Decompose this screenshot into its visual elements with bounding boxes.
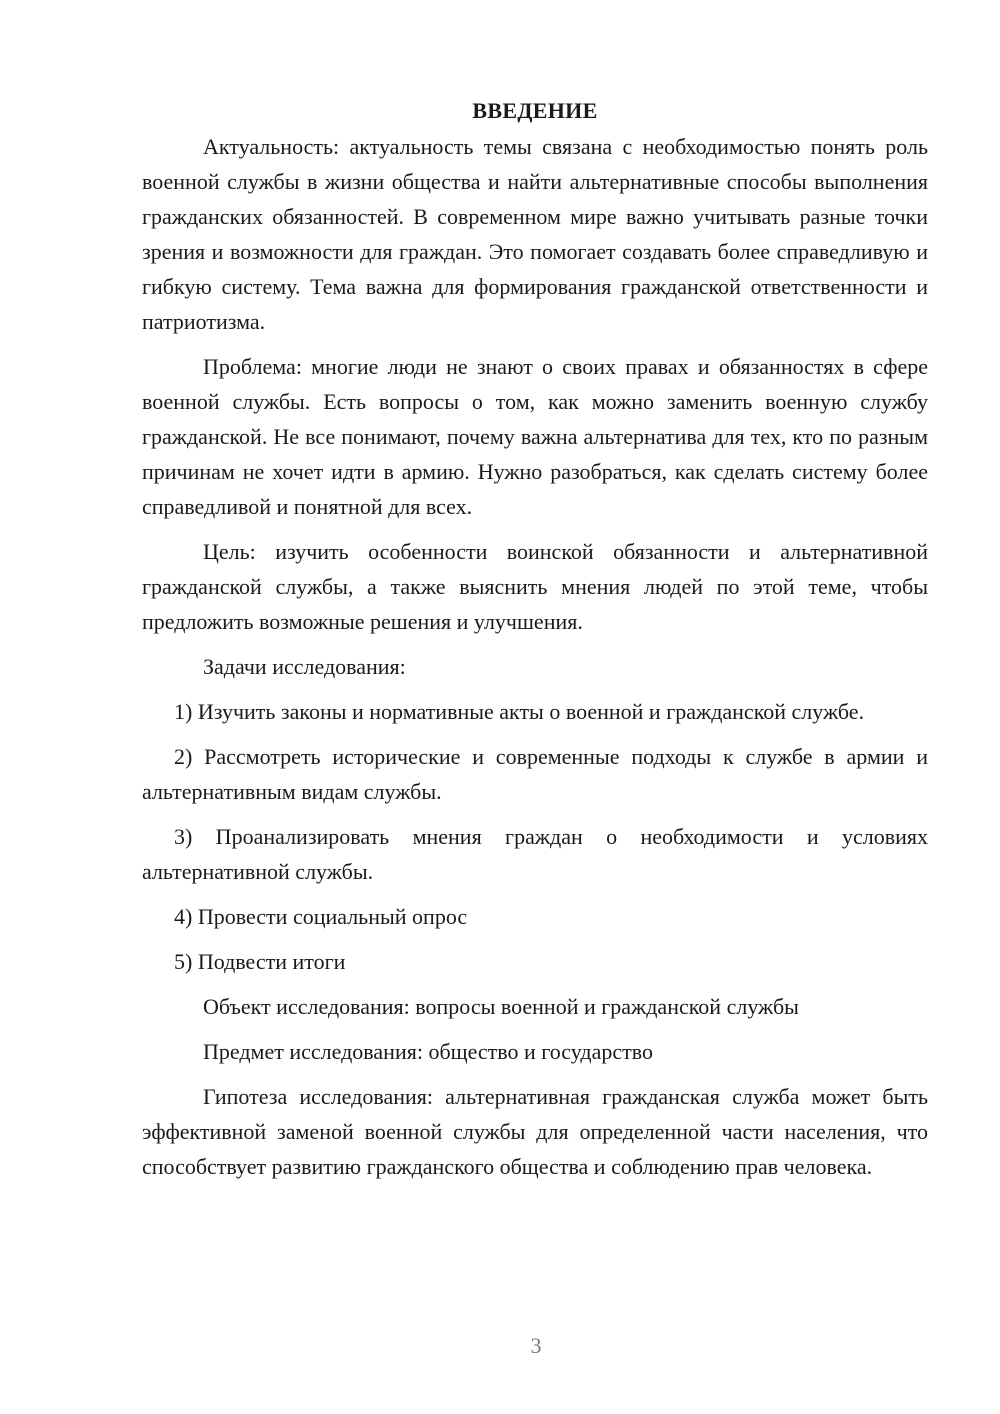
page-number: 3 [530, 1333, 542, 1358]
document-page [142, 95, 928, 1184]
hypothesis-paragraph: Гипотеза исследования: альтернативная гражданская служба может быть эффективной заменой военной службы для определенной части населения, что способствует развитию гражданского общества и соблюдению прав человека. [142, 1084, 928, 1179]
task-item-1: 1) Изучить законы и нормативные акты о военной и гражданской службе. [174, 699, 865, 724]
task-item-2: 2) Рассмотреть исторические и современные подходы к службе в армии и альтернативным видам службы. [142, 744, 928, 804]
relevance-paragraph: Актуальность: актуальность темы связана с необходимостью понять роль военной службы в жизни общества и найти альтернативные способы выполнения гражданских обязанностей. В современном мире важно учитывать разные точки зрения и возможности для граждан. Это помогает создавать более справедливую и гибкую систему. Тема важна для формирования гражданской ответственности и патриотизма. [142, 134, 928, 334]
object-paragraph: Объект исследования: вопросы военной и гражданской службы [203, 994, 799, 1019]
task-item-5: 5) Подвести итоги [174, 949, 346, 974]
task-item-4: 4) Провести социальный опрос [174, 904, 468, 929]
goal-paragraph: Цель: изучить особенности воинской обязанности и альтернативной гражданской службы, а также выяснить мнения людей по этой теме, чтобы предложить возможные решения и улучшения. [142, 539, 928, 634]
tasks-title: Задачи исследования: [203, 654, 406, 679]
task-item-3: 3) Проанализировать мнения граждан о необходимости и условиях альтернативной службы. [142, 824, 928, 884]
problem-paragraph: Проблема: многие люди не знают о своих правах и обязанностях в сфере военной службы. Есть вопросы о том, как можно заменить военную службу гражданской. Не все понимают, почему важна альтернатива для тех, кто по разным причинам не хочет идти в армию. Нужно разобраться, как сделать систему более справедливой и понятной для всех. [142, 354, 928, 519]
page-title: ВВЕДЕНИЕ [472, 98, 598, 123]
subject-paragraph: Предмет исследования: общество и государство [203, 1039, 653, 1064]
